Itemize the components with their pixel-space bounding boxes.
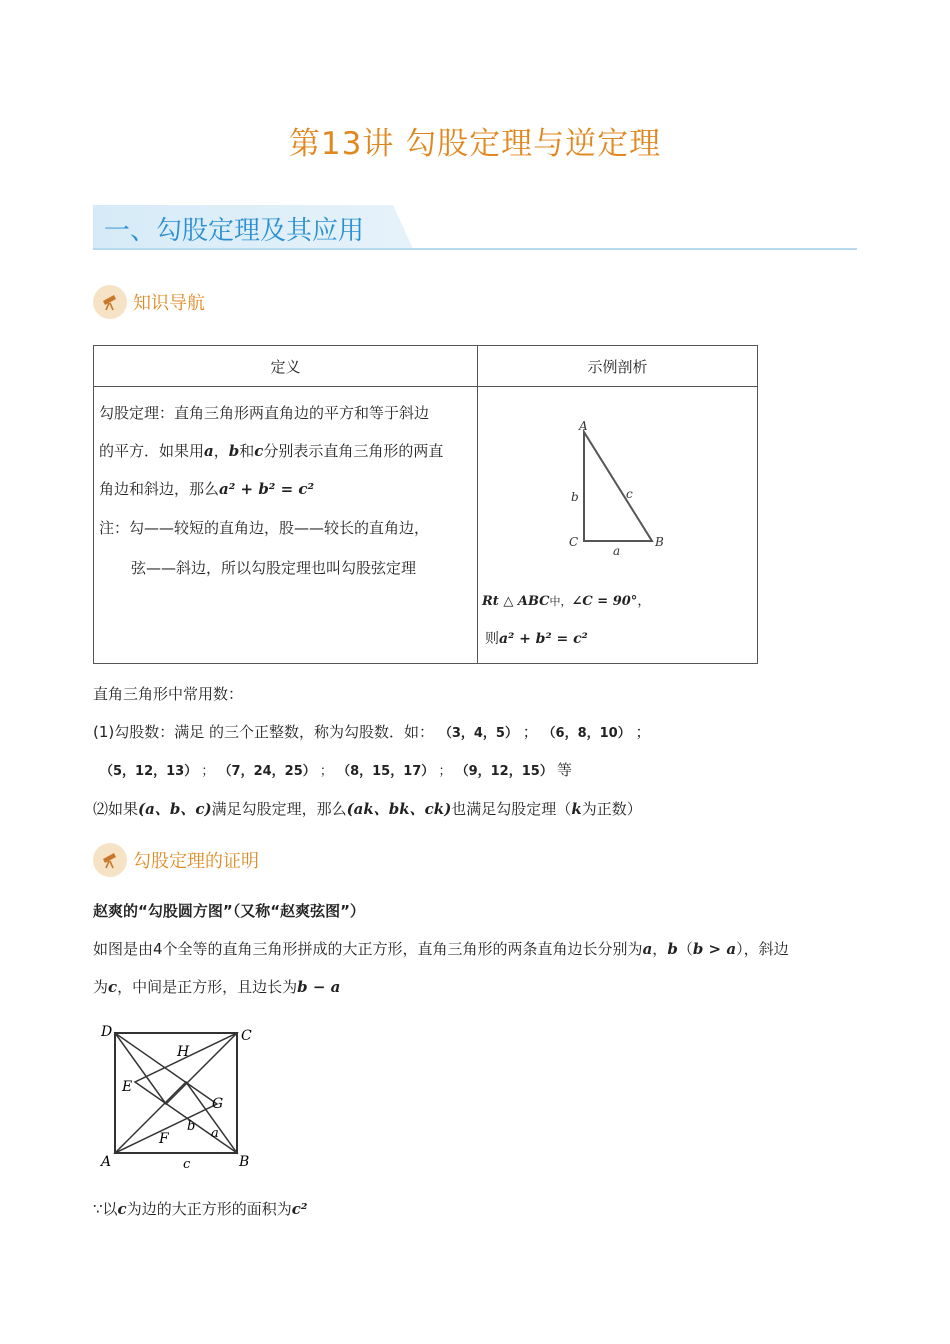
definition-line: 的平方．如果用a，b和c分别表示直角三角形的两直 bbox=[99, 442, 444, 460]
vertex-label: A bbox=[579, 419, 588, 433]
zhao-paragraph: 为c，中间是正方形，且边长为b − a bbox=[93, 978, 341, 996]
vertex-label: A bbox=[101, 1154, 112, 1170]
side-label: a bbox=[613, 544, 621, 558]
subheading-label: 知识导航 bbox=[133, 293, 205, 314]
side-label: c bbox=[183, 1157, 191, 1172]
triangle-shape bbox=[584, 432, 652, 541]
subheading-proof bbox=[93, 843, 259, 877]
example-cell bbox=[478, 387, 758, 664]
vertex-label: C bbox=[569, 535, 579, 549]
vertex-label: D bbox=[101, 1024, 113, 1040]
vertex-label: B bbox=[655, 535, 664, 549]
note-line: 弦——斜边，所以勾股定理也叫勾股弦定理 bbox=[131, 559, 417, 577]
side-label: a bbox=[211, 1126, 219, 1141]
right-triangle-figure bbox=[479, 388, 755, 588]
definition-line: 勾股定理：直角三角形两直角边的平方和等于斜边 bbox=[99, 404, 430, 422]
subheading-knowledge bbox=[93, 285, 205, 319]
vertex-label: H bbox=[177, 1044, 190, 1060]
section-underline bbox=[93, 248, 857, 250]
side-label: c bbox=[626, 487, 633, 501]
vertex-label: C bbox=[241, 1028, 252, 1044]
side-label: b bbox=[571, 490, 579, 504]
inner-triangle bbox=[115, 1033, 237, 1104]
zhao-title: 赵爽的“勾股圆方图”（又称“赵爽弦图”） bbox=[93, 902, 365, 920]
example-text: Rt △ ABC中，∠C = 90°， bbox=[482, 594, 651, 609]
definition-cell bbox=[94, 387, 478, 664]
page-title: 第13讲 勾股定理与逆定理 bbox=[288, 126, 662, 162]
area-statement: ∵以c为边的大正方形的面积为c² bbox=[93, 1200, 308, 1218]
telescope-icon bbox=[93, 843, 127, 877]
note-line: 注：勾——较短的直角边，股——较长的直角边， bbox=[99, 519, 430, 537]
zhao-paragraph: 如图是由4个全等的直角三角形拼成的大正方形，直角三角形的两条直角边长分别为a，b（b > a），斜边 bbox=[93, 940, 789, 958]
table-header-definition: 定义 bbox=[94, 346, 478, 387]
vertex-label: G bbox=[212, 1096, 224, 1112]
vertex-label: E bbox=[122, 1079, 133, 1095]
section-title: 一、勾股定理及其应用 bbox=[104, 216, 365, 246]
zhao-shuang-figure bbox=[93, 1018, 263, 1178]
telescope-icon bbox=[93, 285, 127, 319]
example-conclusion: 则a² + b² = c² bbox=[485, 631, 588, 647]
side-label: b bbox=[187, 1119, 196, 1134]
multiple-triples-line: ⑵如果(a、b、c)满足勾股定理，那么(ak、bk、ck)也满足勾股定理（k为正数） bbox=[93, 800, 642, 818]
common-numbers-title: 直角三角形中常用数： bbox=[93, 685, 244, 703]
pythagorean-triples-line: (1)勾股数：满足 的三个正整数，称为勾股数．如： （3，4，5） ； （6，8，10） ； bbox=[93, 723, 651, 741]
pythagorean-triples-line: （5，12，13） ； （7，24，25） ； （8，15，17） ； （9，12，15） 等 bbox=[100, 761, 572, 779]
knowledge-table bbox=[93, 345, 758, 664]
vertex-label: F bbox=[159, 1131, 169, 1147]
theorem-formula: a² + b² = c² bbox=[219, 480, 315, 498]
table-header-example: 示例剖析 bbox=[478, 346, 758, 387]
vertex-label: B bbox=[239, 1154, 250, 1170]
subheading-label: 勾股定理的证明 bbox=[133, 851, 259, 872]
inner-triangle bbox=[115, 1082, 237, 1153]
definition-line: 角边和斜边，那么a² + b² = c² bbox=[99, 480, 315, 498]
